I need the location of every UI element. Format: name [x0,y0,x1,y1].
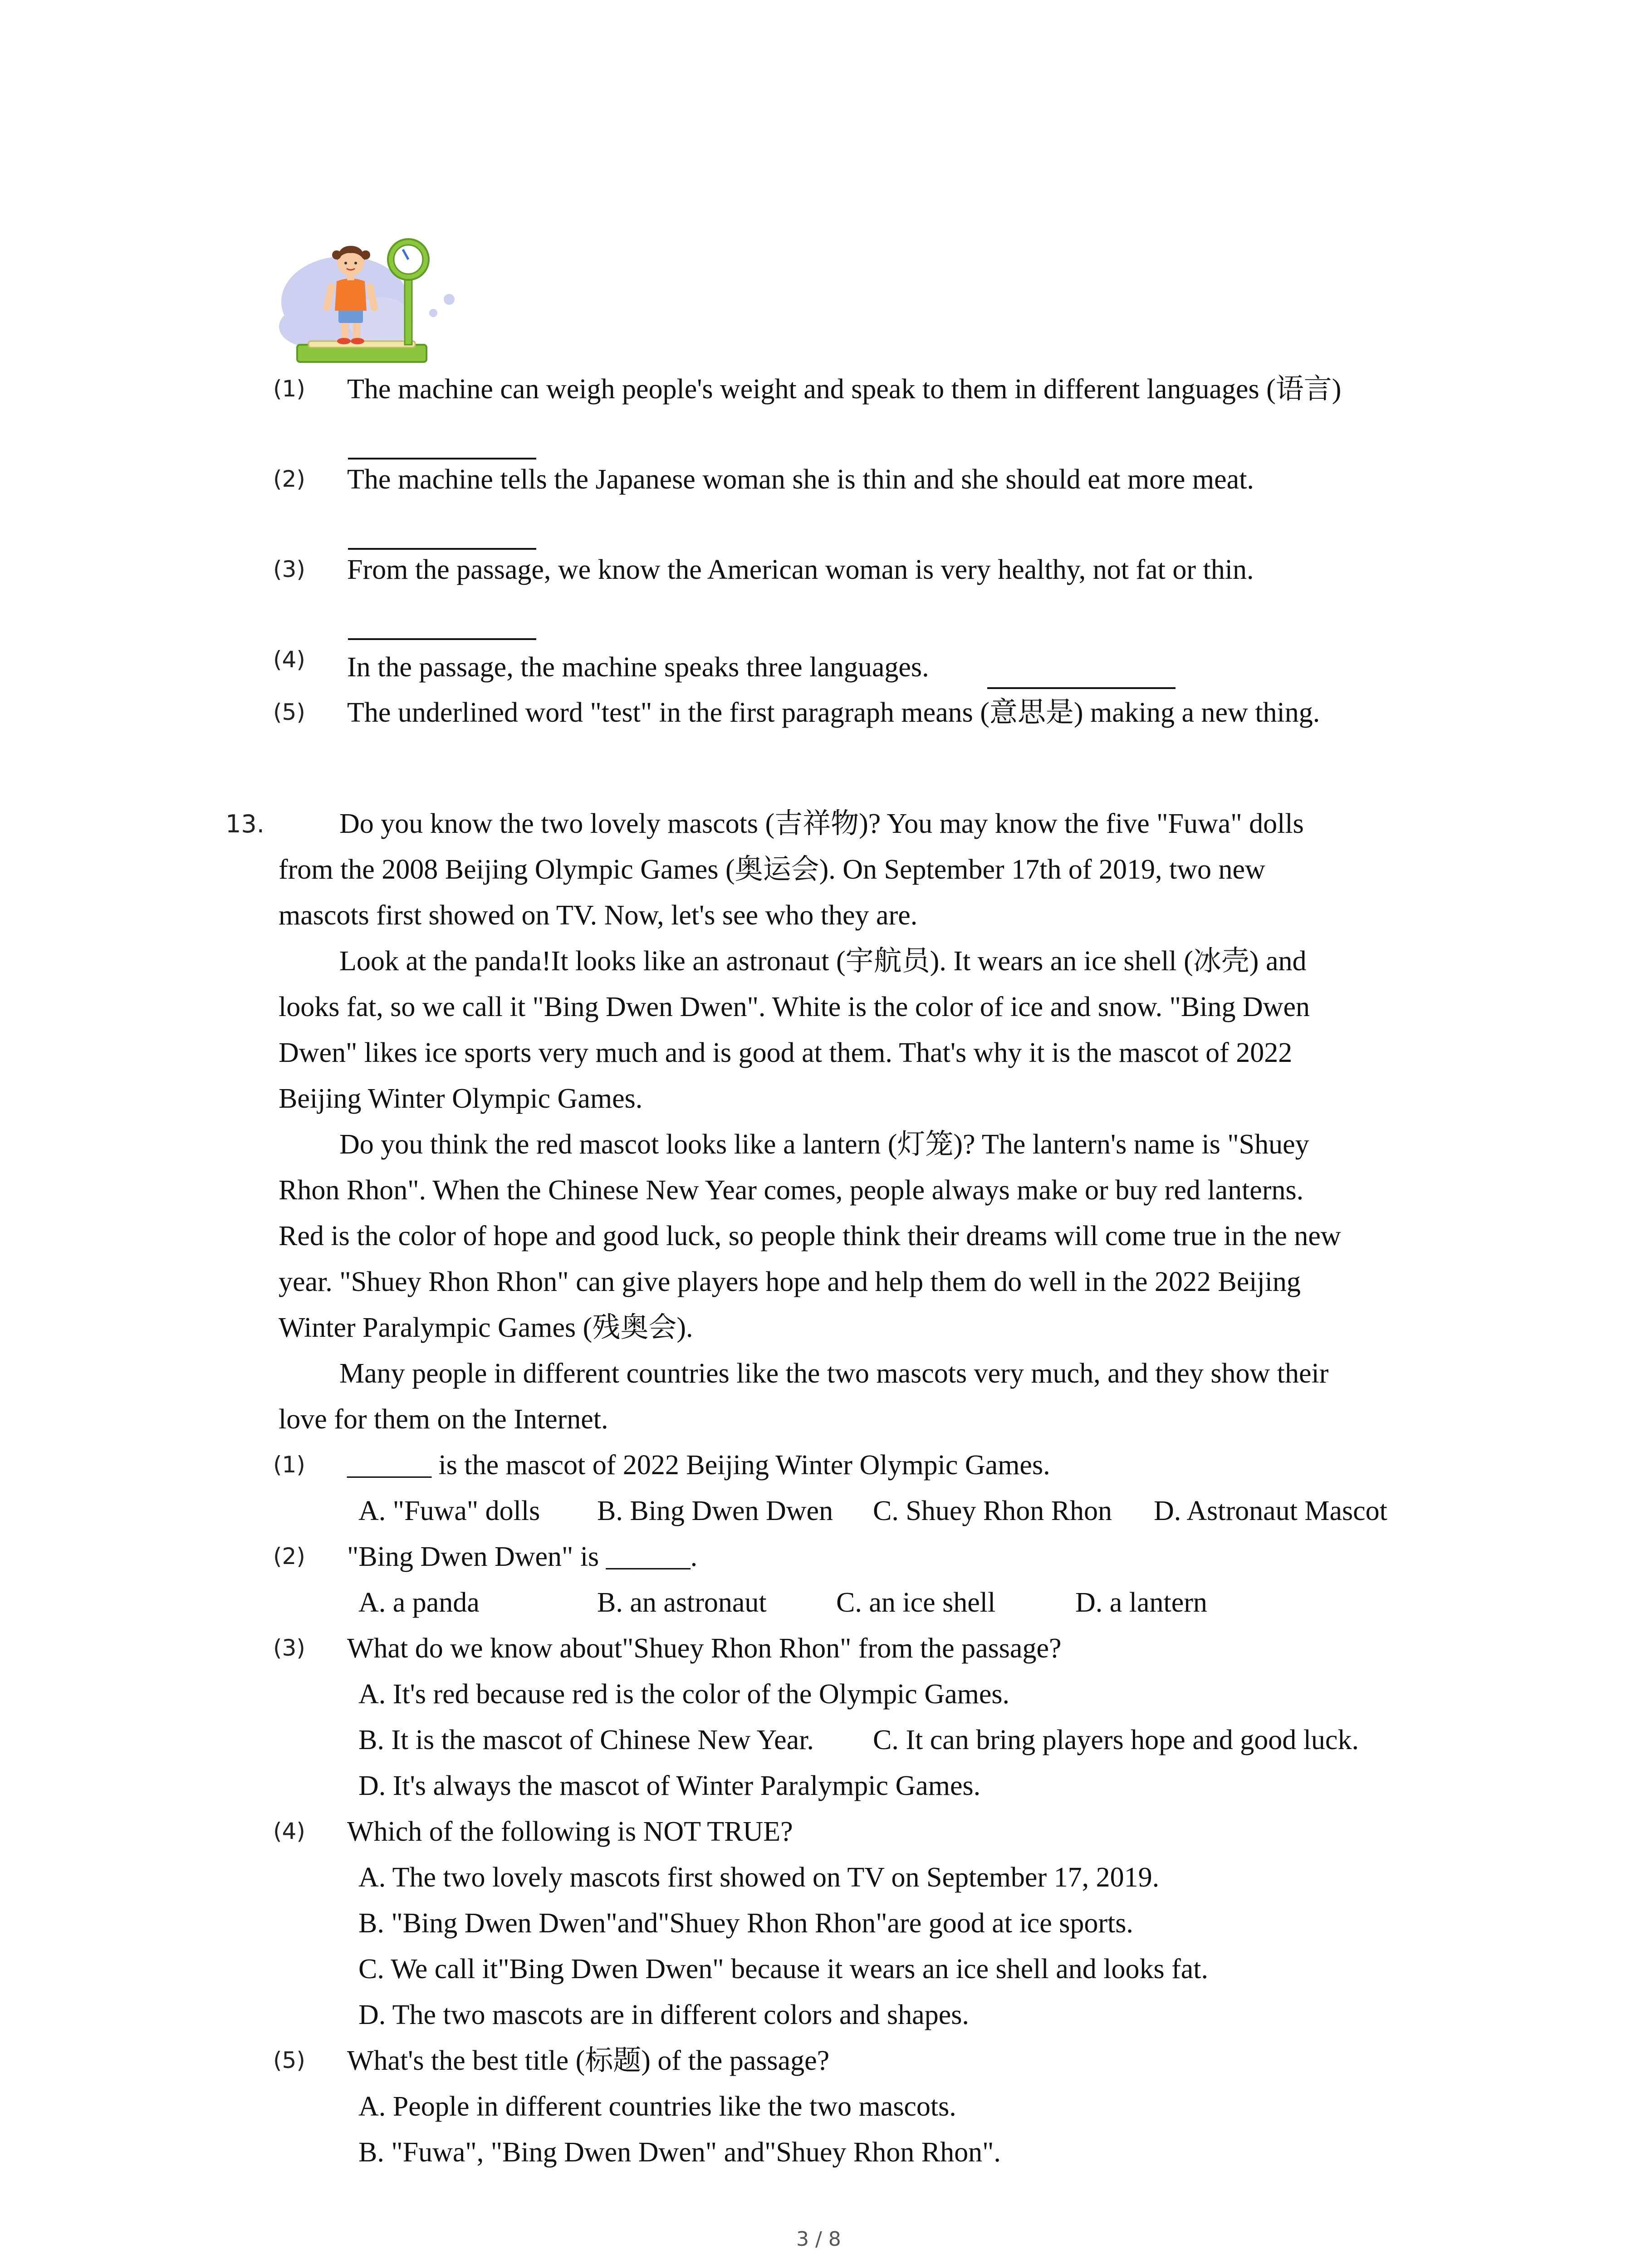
p12-item-2-number: (2) [273,466,305,492]
p12-item-4-text: In the passage, the machine speaks three languages. [347,652,929,683]
q13-question-2-option-d[interactable]: D. a lantern [1075,1587,1207,1618]
p12-item-5-text: The underlined word "test" in the first paragraph means (意思是) making a new thing. [347,697,1320,728]
q13-passage-line-1: Do you know the two lovely mascots (吉祥物)? You may know the five "Fuwa" dolls [339,808,1304,839]
girl-on-scale-illustration [277,222,458,367]
q13-question-3-option-b[interactable]: B. It is the mascot of Chinese New Year. [358,1725,814,1755]
q13-question-3-option-c[interactable]: C. It can bring players hope and good luck. [873,1725,1359,1755]
q13-question-2-option-a[interactable]: A. a panda [358,1587,480,1618]
q13-passage-line-7: Beijing Winter Olympic Games. [279,1083,643,1114]
q13-question-5-option-a[interactable]: A. People in different countries like the two mascots. [358,2091,956,2122]
q13-passage-line-4: Look at the panda!It looks like an astronaut (宇航员). It wears an ice shell (冰壳) and [339,946,1307,977]
q13-question-4-option-c[interactable]: C. We call it"Bing Dwen Dwen" because it wears an ice shell and looks fat. [358,1954,1208,1984]
q13-question-3-number: (3) [273,1635,305,1661]
q13-number: 13. [225,810,265,838]
p12-item-3-answer-blank[interactable] [348,638,536,640]
q13-question-1-number: (1) [273,1452,305,1478]
q13-question-4-option-d[interactable]: D. The two mascots are in different colors and shapes. [358,1999,969,2030]
q13-question-1-option-c[interactable]: C. Shuey Rhon Rhon [873,1496,1112,1526]
q13-question-2-stem: "Bing Dwen Dwen" is ______. [347,1541,698,1572]
q13-question-4-number: (4) [273,1818,305,1844]
q13-question-4-stem: Which of the following is NOT TRUE? [347,1816,793,1847]
q13-question-1-stem: ______ is the mascot of 2022 Beijing Winter Olympic Games. [347,1450,1050,1481]
q13-question-2-number: (2) [273,1543,305,1569]
q13-question-5-number: (5) [273,2047,305,2073]
q13-passage-line-12: Winter Paralympic Games (残奥会). [279,1312,693,1343]
q13-passage-line-9: Rhon Rhon". When the Chinese New Year comes, people always make or buy red lanterns. [279,1175,1304,1206]
q13-passage-line-6: Dwen" likes ice sports very much and is good at them. That's why it is the mascot of 2022 [279,1037,1293,1068]
q13-question-4-option-b[interactable]: B. "Bing Dwen Dwen"and"Shuey Rhon Rhon"are good at ice sports. [358,1908,1133,1939]
q13-question-1-option-a[interactable]: A. "Fuwa" dolls [358,1496,540,1526]
q13-question-1-option-d[interactable]: D. Astronaut Mascot [1154,1496,1387,1526]
q13-question-5-option-b[interactable]: B. "Fuwa", "Bing Dwen Dwen" and"Shuey Rhon Rhon". [358,2137,1001,2168]
q13-question-3-stem: What do we know about"Shuey Rhon Rhon" from the passage? [347,1633,1062,1664]
p12-item-4-number: (4) [273,646,305,673]
q13-question-2-option-b[interactable]: B. an astronaut [597,1587,767,1618]
p12-item-3-text: From the passage, we know the American woman is very healthy, not fat or thin. [347,554,1254,585]
p12-item-4-answer-blank[interactable] [987,687,1176,689]
q13-passage-line-10: Red is the color of hope and good luck, so people think their dreams will come true in the new [279,1221,1341,1251]
q13-question-5-stem: What's the best title (标题) of the passage? [347,2045,830,2076]
p12-item-3-number: (3) [273,556,305,582]
q13-question-3-option-d[interactable]: D. It's always the mascot of Winter Paralympic Games. [358,1770,981,1801]
page-number: 3 / 8 [796,2228,841,2251]
q13-passage-line-8: Do you think the red mascot looks like a lantern (灯笼)? The lantern's name is "Shuey [339,1129,1309,1160]
q13-passage-line-11: year. "Shuey Rhon Rhon" can give players hope and help them do well in the 2022 Beijing [279,1266,1301,1297]
q13-passage-line-13: Many people in different countries like the two mascots very much, and they show their [339,1358,1329,1389]
q13-passage-line-2: from the 2008 Beijing Olympic Games (奥运会). On September 17th of 2019, two new [279,854,1265,885]
q13-question-4-option-a[interactable]: A. The two lovely mascots first showed on TV on September 17, 2019. [358,1862,1160,1893]
q13-passage-line-14: love for them on the Internet. [279,1404,608,1435]
p12-item-2-answer-blank[interactable] [348,548,536,550]
q13-passage-line-3: mascots first showed on TV. Now, let's see who they are. [279,900,918,931]
p12-item-1-answer-blank[interactable] [348,458,536,459]
p12-item-1-text: The machine can weigh people's weight and speak to them in different languages (语言) [347,374,1342,405]
q13-passage-line-5: looks fat, so we call it "Bing Dwen Dwen". White is the color of ice and snow. "Bing Dwen [279,992,1310,1022]
p12-item-2-text: The machine tells the Japanese woman she is thin and she should eat more meat. [347,464,1254,495]
q13-question-2-option-c[interactable]: C. an ice shell [836,1587,996,1618]
p12-item-5-number: (5) [273,699,305,725]
p12-item-1-number: (1) [273,376,305,402]
q13-question-1-option-b[interactable]: B. Bing Dwen Dwen [597,1496,833,1526]
q13-question-3-option-a[interactable]: A. It's red because red is the color of the Olympic Games. [358,1679,1009,1710]
